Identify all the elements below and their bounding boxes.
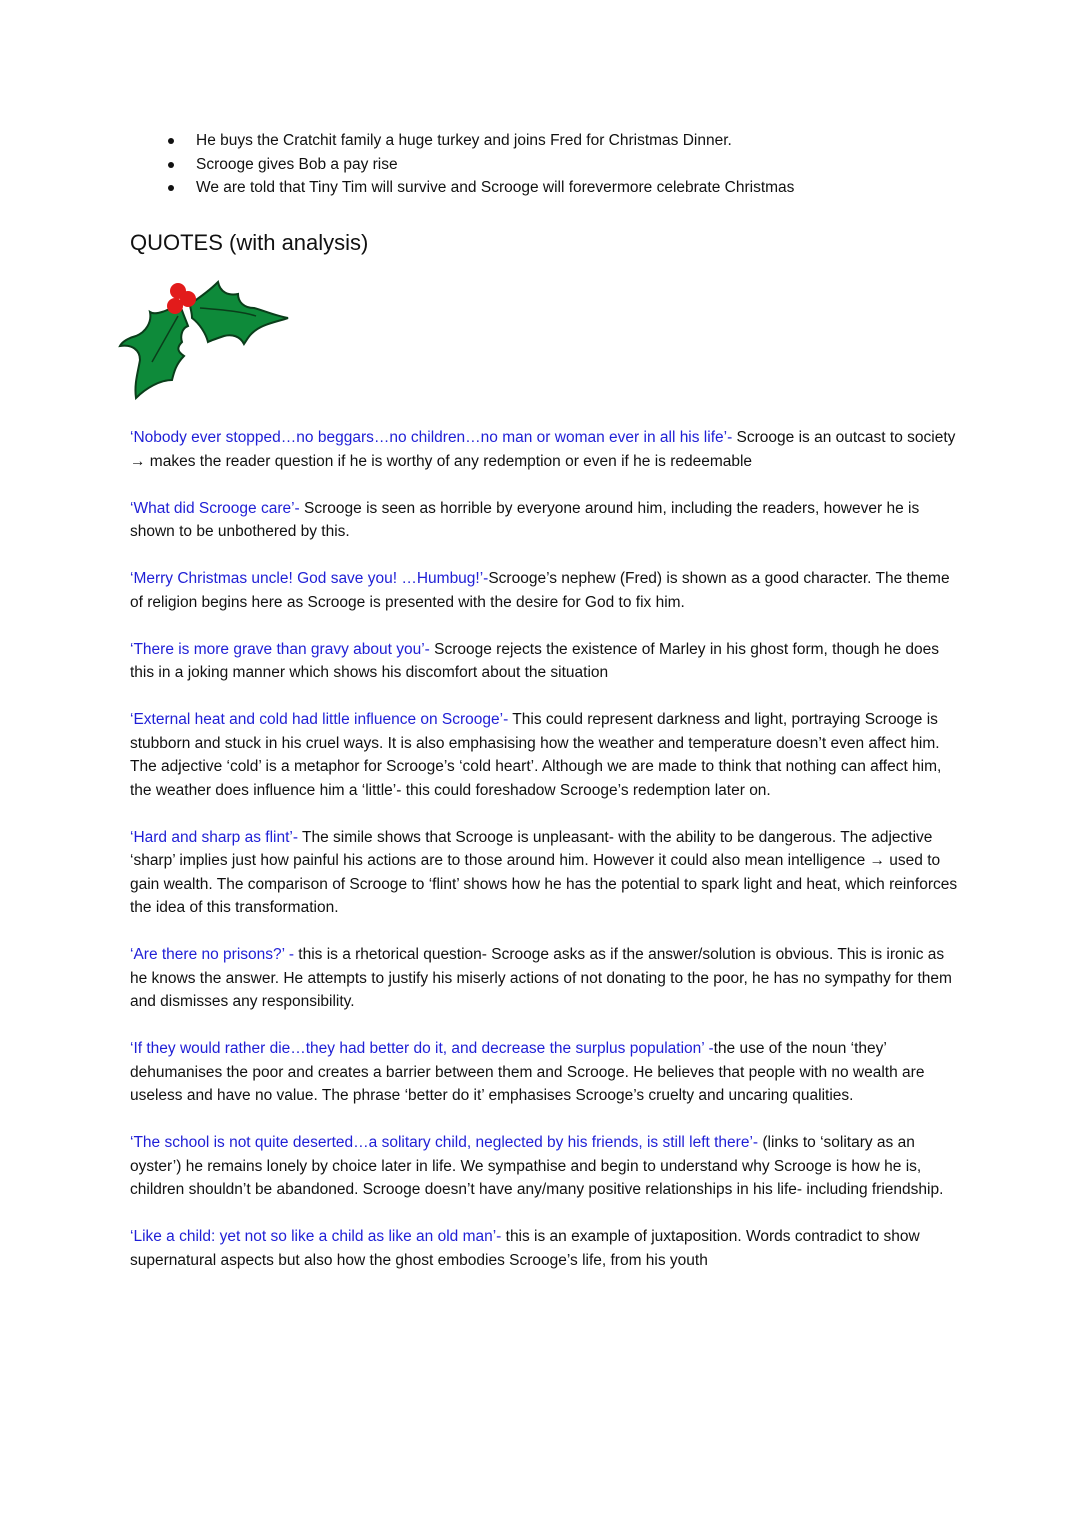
quote-paragraph	[130, 708, 960, 802]
quote-paragraph	[130, 567, 960, 614]
bullet-item: He buys the Cratchit family a huge turkey and joins Fred for Christmas Dinner.	[130, 129, 960, 153]
quote-text: ‘There is more grave than gravy about you’-	[130, 640, 430, 658]
holly-icon	[116, 276, 292, 402]
quote-analysis: this is an example of juxtaposition. Words contradict to show supernatural aspects but also how the ghost embodies Scrooge’s life, from his youth	[130, 1228, 920, 1269]
quote-paragraph	[130, 1037, 960, 1108]
bullet-item: We are told that Tiny Tim will survive and Scrooge will forevermore celebrate Christmas	[130, 176, 960, 200]
quote-text: ‘External heat and cold had little influence on Scrooge’-	[130, 711, 509, 728]
quote-analysis: (links to ‘solitary as an oyster’) he remains lonely by choice later in life. We sympathise and begin to understand why Scrooge is how he is, children shouldn’t be abandoned. Scrooge doesn’t have any/many positive relationships in his life- including friendship.	[130, 1134, 944, 1198]
quote-analysis: Scrooge is seen as horrible by everyone around him, including the readers, however he is shown to be unbothered by this.	[130, 499, 920, 540]
quote-paragraph	[130, 426, 960, 473]
quote-text: ‘Merry Christmas uncle! God save you! …Humbug!’-	[130, 570, 489, 587]
quote-analysis: this is a rhetorical question- Scrooge asks as if the answer/solution is obvious. This is ironic as he knows the answer. He attempts to justify his miserly actions of not donating to the poor, he has no sympathy for them and dismisses any responsibility.	[130, 946, 952, 1010]
summary-bullet-list	[130, 129, 960, 200]
quote-analysis: Scrooge is an outcast to society → makes the reader question if he is worthy of any redemption or even if he is redeemable	[130, 429, 956, 470]
quote-paragraph	[130, 1131, 960, 1202]
quote-paragraph	[130, 497, 960, 544]
quote-text: ‘Are there no prisons?’ -	[130, 946, 294, 963]
quote-paragraph	[130, 943, 960, 1014]
quote-paragraph	[130, 1225, 960, 1272]
quote-text: ‘Like a child: yet not so like a child as like an old man’-	[130, 1228, 502, 1245]
quote-paragraph	[130, 638, 960, 685]
quote-paragraph	[130, 826, 960, 920]
quote-analysis: Scrooge’s nephew (Fred) is shown as a good character. The theme of religion begins here as Scrooge is presented with the desire for God to fix him.	[130, 570, 950, 611]
quote-analysis: This could represent darkness and light, portraying Scrooge is stubborn and stuck in his cruel ways. It is also emphasising how the weather and temperature doesn’t even affect him. The adjective ‘cold’ is a metaphor for Scrooge’s ‘cold heart’. Although we are made to think that nothing can affect him, the weather does influence him a ‘little’- this could foreshadow Scrooge’s redemption later on.	[130, 711, 942, 799]
quote-text: ‘The school is not quite deserted…a solitary child, neglected by his friends, is still left there’-	[130, 1134, 759, 1151]
section-heading: QUOTES (with analysis)	[130, 230, 369, 255]
quote-text: ‘Nobody ever stopped…no beggars…no children…no man or woman ever in all his life’-	[130, 429, 733, 446]
quote-analysis: Scrooge rejects the existence of Marley in his ghost form, though he does this in a joking manner which shows his discomfort about the situation	[130, 640, 940, 681]
quote-analysis: The simile shows that Scrooge is unpleasant- with the ability to be dangerous. The adjective ‘sharp’ implies just how painful his actions are to those around him. However it could also mean intelligence → used to gain wealth. The comparison of Scrooge to ‘flint’ shows how he has the potential to spark light and heat, which reinforces the idea of this transformation.	[130, 828, 958, 916]
quote-text: ‘Hard and sharp as flint’-	[130, 828, 298, 846]
quote-text: ‘What did Scrooge care’-	[130, 499, 300, 517]
quote-analysis: the use of the noun ‘they’ dehumanises the poor and creates a barrier between them and Scrooge. He believes that people with no wealth are useless and have no value. The phrase ‘better do it’ emphasises Scrooge’s cruelty and uncaring qualities.	[130, 1040, 925, 1104]
bullet-item: Scrooge gives Bob a pay rise	[130, 153, 960, 177]
quote-text: ‘If they would rather die…they had better do it, and decrease the surplus population’ -	[130, 1040, 714, 1057]
quotes-list	[130, 426, 960, 1296]
